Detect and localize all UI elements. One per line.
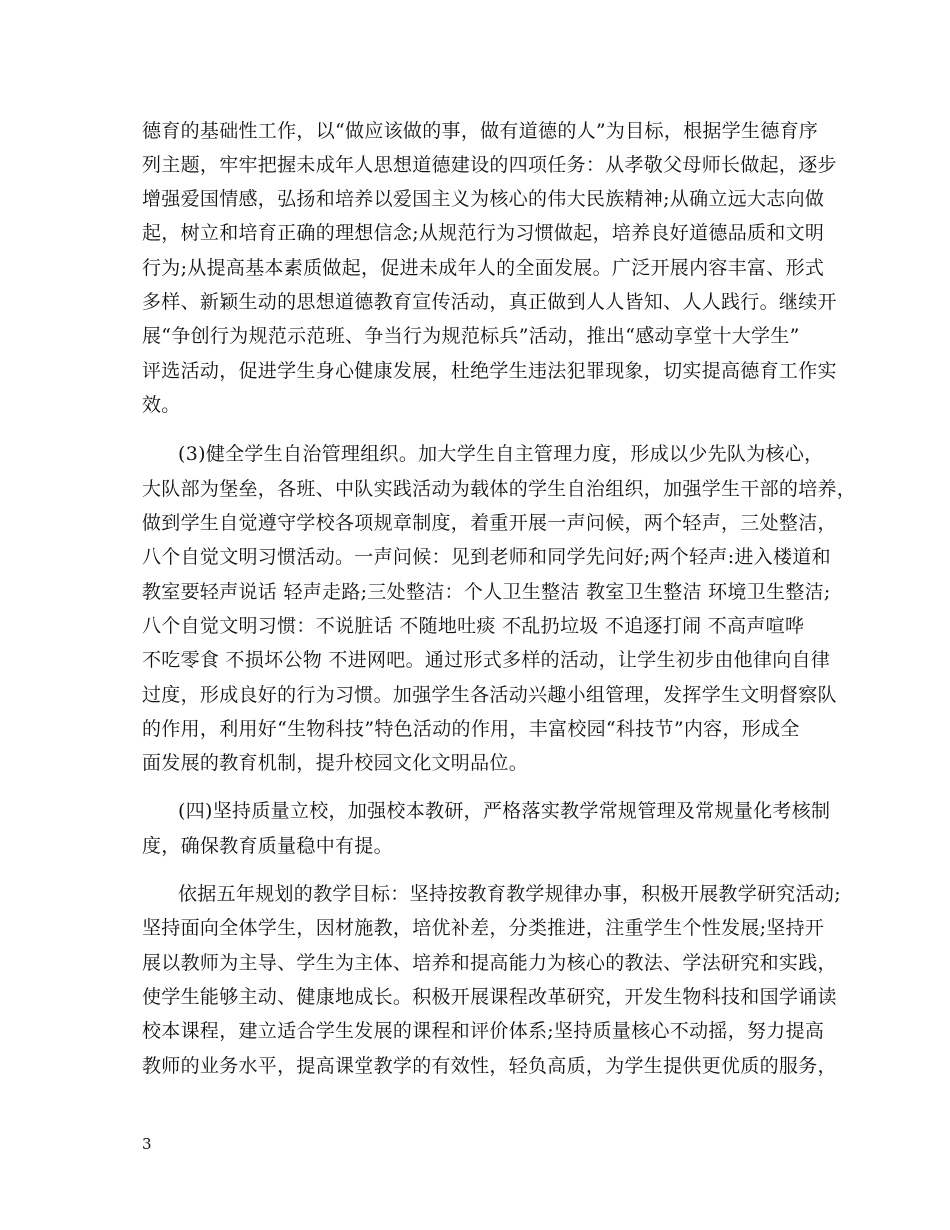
text-line: 做到学生自觉遵守学校各项规章制度，着重开展一声问候，两个轻声，三处整洁，: [142, 512, 837, 534]
text-line: 行为;从提高基本素质做起，促进未成年人的全面发展。广泛开展内容丰富、形式: [142, 257, 825, 279]
text-line: 多样、新颖生动的思想道德教育宣传活动，真正做到人人皆知、人人践行。继续开: [142, 291, 837, 313]
text-line: 列主题，牢牢把握未成年人思想道德建设的四项任务：从孝敬父母师长做起，逐步: [142, 154, 837, 176]
text-line: 教室要轻声说话 轻声走路;三处整洁：个人卫生整洁 教室卫生整洁 环境卫生整洁;: [142, 581, 831, 603]
page-number: 3: [142, 1135, 152, 1153]
text-line: 不吃零食 不损坏公物 不进网吧。通过形式多样的活动，让学生初步由他律向自律: [142, 649, 831, 671]
text-line: 使学生能够主动、健康地成长。积极开展课程改革研究，开发生物科技和国学诵读: [142, 986, 837, 1008]
text-line: (四)坚持质量立校，加强校本教研，严格落实教学常规管理及常规量化考核制: [178, 800, 831, 822]
text-line: 增强爱国情感，弘扬和培养以爱国主义为核心的伟大民族精神;从确立远大志向做: [142, 188, 825, 210]
text-line: 效。: [142, 394, 181, 416]
text-line: 展“争创行为规范示范班、争当行为规范标兵”活动，推出“感动享堂十大学生”: [142, 325, 800, 347]
text-line: 坚持面向全体学生，因材施教，培优补差，分类推进，注重学生个性发展;坚持开: [142, 917, 825, 939]
text-line: 展以教师为主导、学生为主体、培养和提高能力为核心的教法、学法研究和实践，: [142, 952, 837, 974]
text-line: 依据五年规划的教学目标：坚持按教育教学规律办事，积极开展教学研究活动;: [178, 883, 841, 905]
text-line: 起，树立和培育正确的理想信念;从规范行为习惯做起，培养良好道德品质和文明: [142, 222, 825, 244]
text-line: 教师的业务水平，提高课堂教学的有效性，轻负高质，为学生提供更优质的服务，: [142, 1055, 837, 1077]
text-line: 德育的基础性工作，以“做应该做的事，做有道德的人”为目标，根据学生德育序: [142, 120, 819, 142]
text-line: 八个自觉文明习惯活动。一声问候：见到老师和同学先问好;两个轻声:进入楼道和: [142, 546, 831, 568]
text-line: 八个自觉文明习惯：不说脏话 不随地吐痰 不乱扔垃圾 不追逐打闹 不高声喧哗: [142, 615, 805, 637]
text-line: 大队部为堡垒，各班、中队实践活动为载体的学生自治组织，加强学生干部的培养，: [142, 478, 857, 500]
text-line: (3)健全学生自治管理组织。加大学生自主管理力度，形成以少先队为核心，: [178, 443, 824, 465]
text-line: 度，确保教育质量稳中有提。: [142, 835, 393, 857]
text-line: 面发展的教育机制，提升校园文化文明品位。: [142, 752, 529, 774]
text-line: 评选活动，促进学生身心健康发展，杜绝学生违法犯罪现象，切实提高德育工作实: [142, 360, 837, 382]
text-line: 过度，形成良好的行为习惯。加强学生各活动兴趣小组管理，发挥学生文明督察队: [142, 684, 837, 706]
text-line: 的作用，利用好“生物科技”特色活动的作用，丰富校园“科技节”内容，形成全: [142, 718, 800, 740]
text-line: 校本课程，建立适合学生发展的课程和评价体系;坚持质量核心不动摇，努力提高: [142, 1020, 825, 1042]
